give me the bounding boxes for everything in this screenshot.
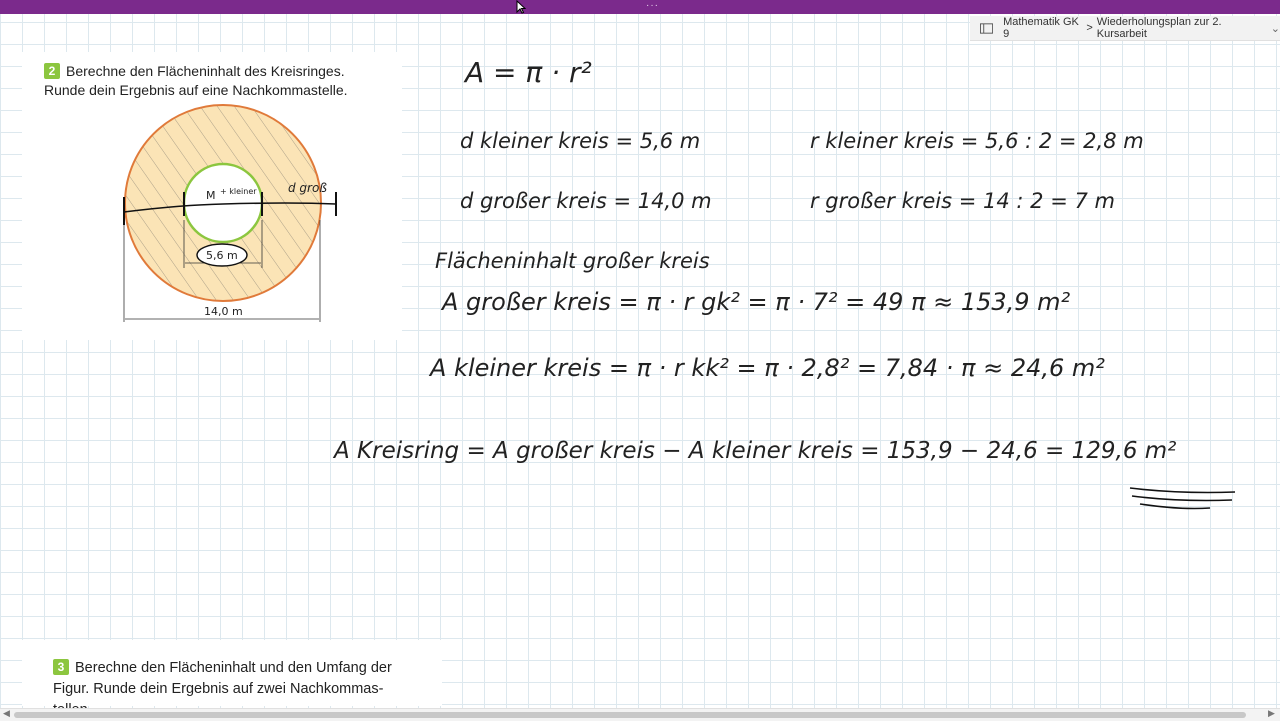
horizontal-scrollbar[interactable]	[0, 708, 1280, 721]
task-2-line-2: Runde dein Ergebnis auf eine Nachkommastelle.	[44, 82, 348, 98]
task-3-line-1: Berechne den Flächeninhalt und den Umfang der	[75, 660, 392, 676]
center-label: M	[206, 189, 216, 202]
handwritten-solution[interactable]	[320, 40, 1270, 520]
outer-annotation: d groß	[288, 181, 327, 195]
inner-diameter-label: 5,6 m	[206, 249, 238, 262]
task-3-card	[22, 640, 442, 706]
breadcrumb-separator: >	[1086, 22, 1093, 34]
mouse-cursor-icon	[516, 0, 526, 14]
result-underline-2	[1132, 496, 1232, 501]
scrollbar-thumb[interactable]	[14, 712, 1246, 718]
r-big-text: r großer kreis = 14 : 2 = 7 m	[810, 189, 1115, 213]
result-underline-3	[1140, 504, 1210, 509]
breadcrumb[interactable]	[970, 16, 1280, 41]
more-options-dots[interactable]: ···	[646, 0, 659, 11]
r-small-text: r kleiner kreis = 5,6 : 2 = 2,8 m	[810, 129, 1144, 153]
result-underline-1	[1130, 488, 1235, 493]
breadcrumb-notebook[interactable]: Mathematik GK 9	[1003, 16, 1079, 40]
task-3-line-2: Figur. Runde dein Ergebnis auf zwei Nachkommas-	[53, 681, 384, 697]
d-small-text: d kleiner kreis = 5,6 m	[460, 129, 701, 153]
heading-text: Flächeninhalt großer kreis	[435, 249, 710, 273]
notebook-icon	[980, 23, 993, 34]
annulus-figure	[110, 100, 350, 330]
d-big-text: d großer kreis = 14,0 m	[460, 189, 712, 213]
scroll-right-icon[interactable]: ▶	[1268, 708, 1275, 718]
task-2-line-1: Berechne den Flächeninhalt des Kreisringes.	[66, 63, 345, 79]
breadcrumb-page[interactable]: Wiederholungsplan zur 2. Kursarbeit	[1096, 16, 1222, 40]
a-big-text: A großer kreis = π · r gk² = π · 7² = 49 π ≈ 153,9 m²	[442, 288, 1071, 316]
chevron-down-icon[interactable]: ⌄	[1270, 22, 1280, 35]
outer-diameter-label: 14,0 m	[204, 305, 243, 318]
task-3-number: 3	[53, 659, 69, 675]
task-2-number: 2	[44, 63, 60, 79]
formula-text: A = π · r²	[465, 56, 592, 89]
scroll-left-icon[interactable]: ◀	[3, 708, 10, 718]
title-bar	[0, 0, 1280, 14]
center-annotation: + kleiner	[220, 187, 257, 196]
a-small-text: A kleiner kreis = π · r kk² = π · 2,8² = 7,84 · π ≈ 24,6 m²	[430, 354, 1105, 382]
a-ring-text: A Kreisring = A großer kreis − A kleiner kreis = 153,9 − 24,6 = 129,6 m²	[334, 438, 1177, 464]
